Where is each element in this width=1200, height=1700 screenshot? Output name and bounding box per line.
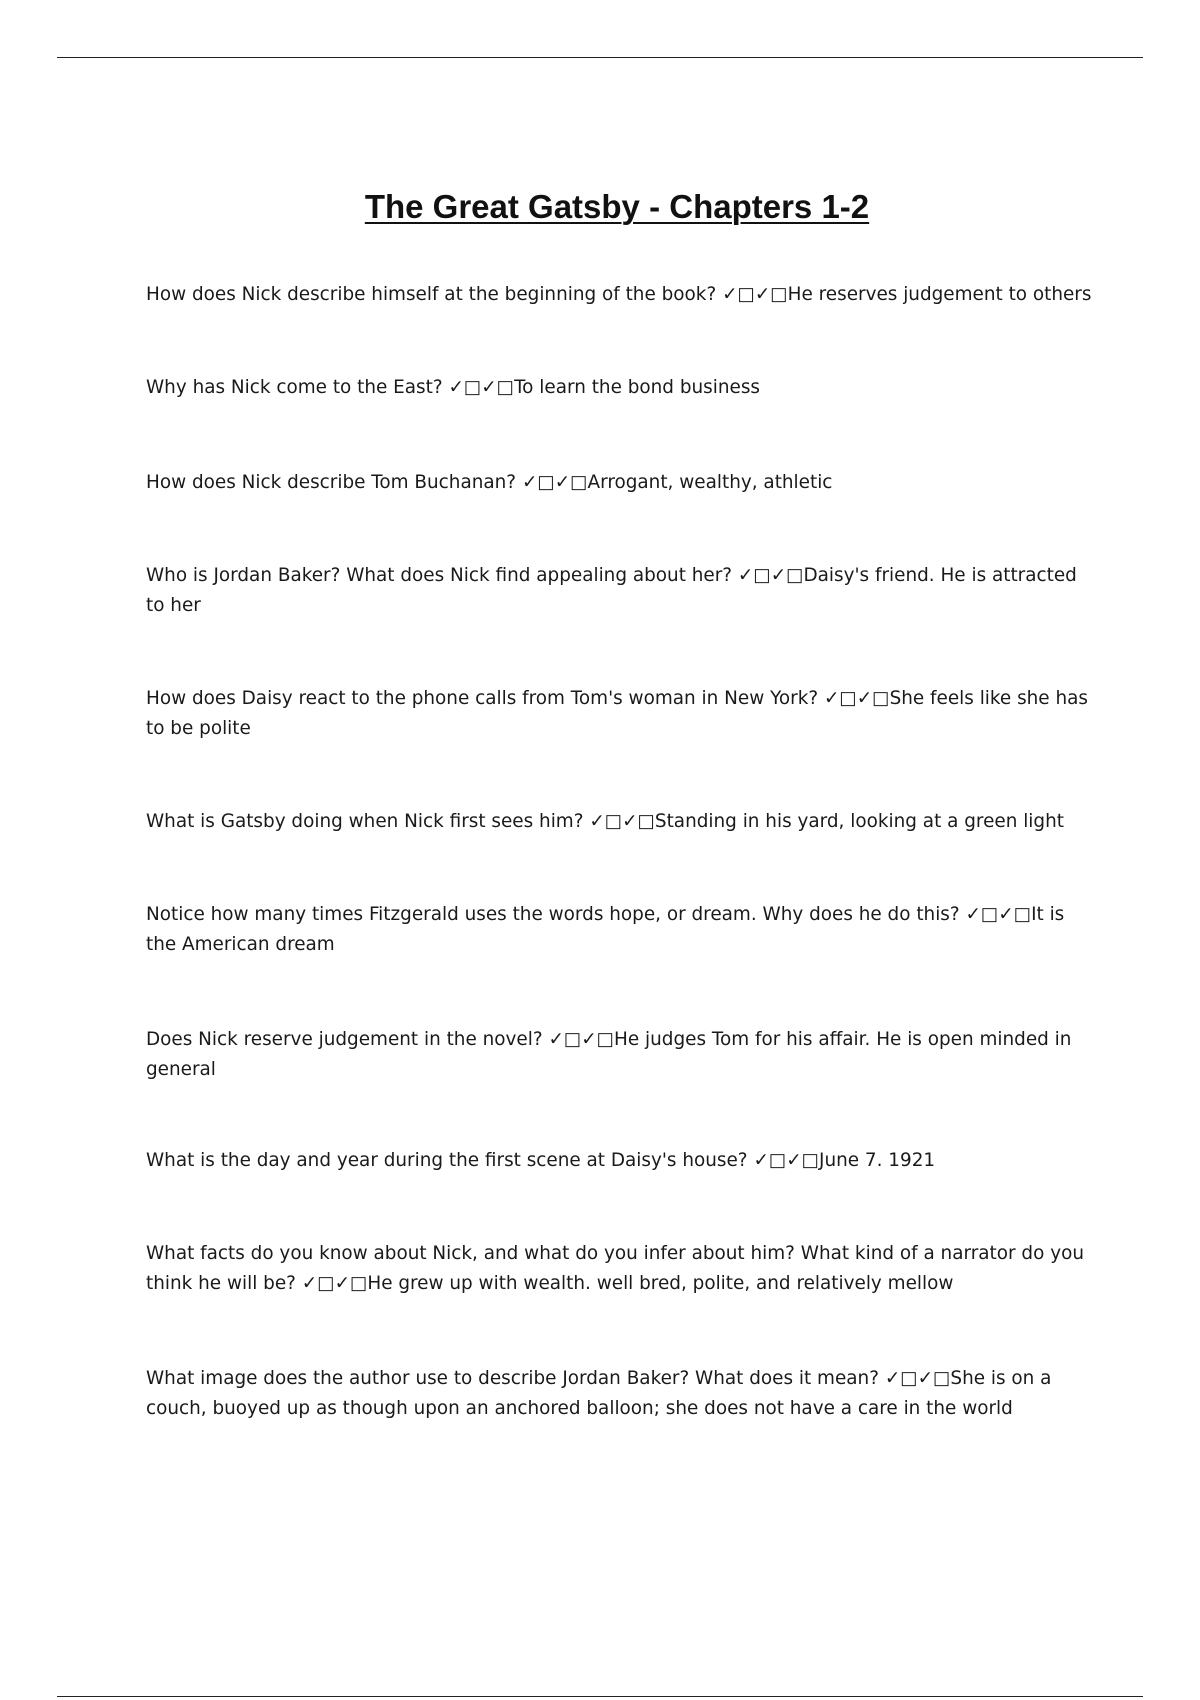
answer-text: Standing in his yard, looking at a green light [654,811,1064,832]
qa-item [146,1364,1092,1424]
qa-item [146,1239,1092,1299]
check-marks: ✓□✓□ [823,688,890,709]
answer-text: Daisy's friend. He is attracted to her [146,565,1077,616]
check-marks: ✓□✓□ [301,1273,368,1294]
question-text: Notice how many times Fitzgerald uses the words hope, or dream. Why does he do this? [146,904,960,925]
check-marks: ✓□✓□ [521,472,588,493]
answer-text: Arrogant, wealthy, athletic [587,472,833,493]
check-marks: ✓□✓□ [884,1368,951,1389]
qa-item [146,373,1092,403]
check-marks: ✓□✓□ [448,377,515,398]
qa-item [146,468,1092,498]
qa-item [146,1146,1092,1176]
bottom-rule [57,1696,1143,1697]
check-marks: ✓□✓□ [753,1150,820,1171]
qa-item [146,900,1092,960]
answer-text: She feels like she has to be polite [146,688,1088,739]
answer-text: June 7. 1921 [819,1150,936,1171]
answer-text: She is on a couch, buoyed up as though upon an anchored balloon; she does not have a care in the world [146,1368,1052,1419]
question-text: Who is Jordan Baker? What does Nick find appealing about her? [146,565,733,586]
question-text: How does Nick describe himself at the beginning of the book? [146,284,717,305]
check-marks: ✓□✓□ [722,284,788,305]
question-text: Does Nick reserve judgement in the novel? [146,1029,543,1050]
qa-item [146,807,1092,837]
question-text: How does Daisy react to the phone calls from Tom's woman in New York? [146,688,819,709]
answer-text: To learn the bond business [514,377,760,398]
check-marks: ✓□✓□ [589,811,655,832]
answer-text: It is the American dream [146,904,1065,955]
check-marks: ✓□✓□ [548,1029,615,1050]
answer-text: He judges Tom for his affair. He is open minded in general [146,1029,1072,1080]
answer-text: He reserves judgement to others [787,284,1092,305]
question-text: Why has Nick come to the East? [146,377,443,398]
check-marks: ✓□✓□ [737,565,804,586]
answer-text: He grew up with wealth. well bred, polite, and relatively mellow [367,1273,954,1294]
top-rule [57,57,1143,58]
question-text: What is the day and year during the first scene at Daisy's house? [146,1150,748,1171]
question-text: How does Nick describe Tom Buchanan? [146,472,517,493]
question-text: What is Gatsby doing when Nick first sees him? [146,811,584,832]
question-text: What facts do you know about Nick, and what do you infer about him? What kind of a narrator do you think he will be? [146,1243,1084,1294]
question-text: What image does the author use to describe Jordan Baker? What does it mean? [146,1368,879,1389]
check-marks: ✓□✓□ [965,904,1032,925]
document-title: The Great Gatsby - Chapters 1-2 [364,188,870,225]
qa-item [146,280,1092,310]
qa-item [146,684,1092,744]
qa-item [146,561,1092,621]
qa-item [146,1025,1092,1085]
